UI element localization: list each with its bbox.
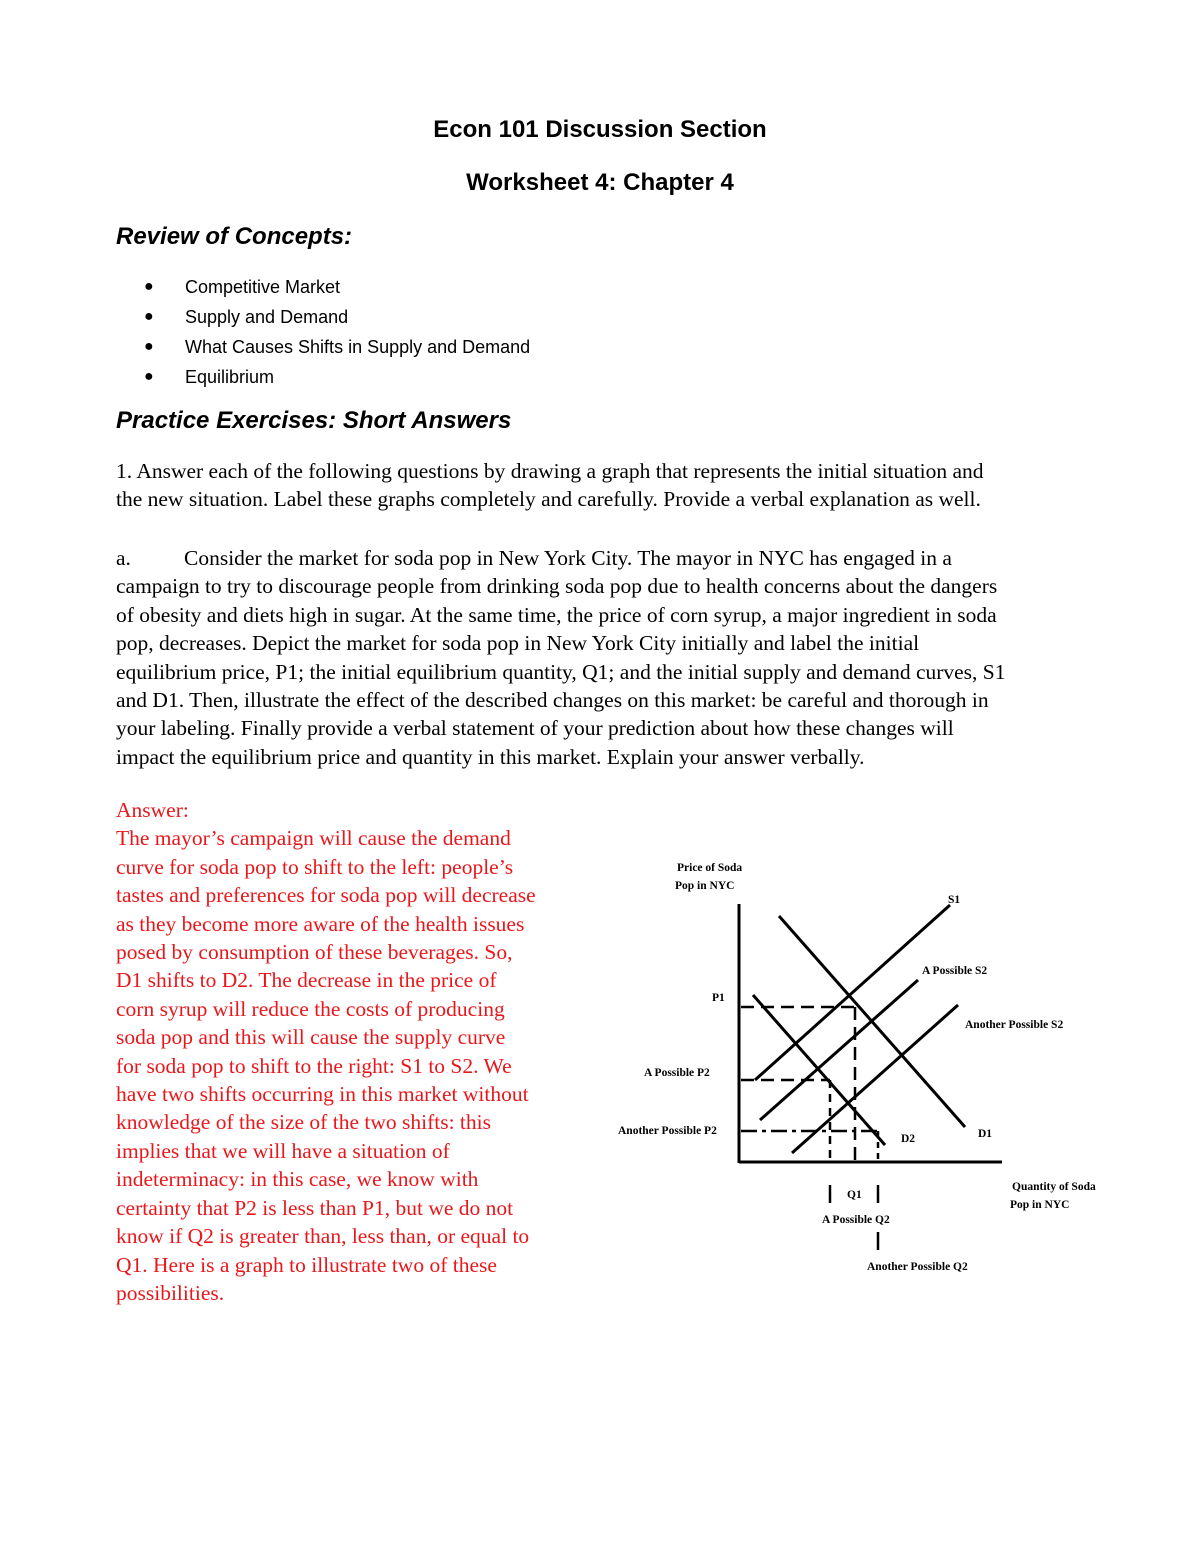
bullet-icon: ●	[144, 278, 154, 295]
q2a-label: A Possible Q2	[822, 1214, 890, 1226]
s1-curve	[755, 905, 950, 1080]
concept-list	[144, 272, 530, 392]
d1-label: D1	[978, 1128, 993, 1140]
answer-line: implies that we will have a situation of	[116, 1138, 450, 1163]
answer-line: D1 shifts to D2. The decrease in the price of	[116, 968, 497, 993]
text-line: your labeling. Finally provide a verbal statement of your prediction about how these changes will	[116, 716, 954, 741]
text-line: equilibrium price, P1; the initial equilibrium quantity, Q1; and the initial supply and demand curves, S1	[116, 659, 1006, 684]
y-axis-label: Price of Soda	[677, 862, 743, 874]
d1-curve	[779, 916, 965, 1127]
text-line: the new situation. Label these graphs completely and carefully. Provide a verbal explanation as well.	[116, 487, 981, 512]
answer-line: The mayor’s campaign will cause the demand	[116, 826, 511, 851]
answer-line: Q1. Here is a graph to illustrate two of these	[116, 1252, 497, 1277]
s2a-curve	[760, 980, 918, 1120]
concept-item: ● Equilibrium	[144, 362, 530, 392]
question-1a	[116, 544, 1096, 771]
answer-line: tastes and preferences for soda pop will decrease	[116, 883, 536, 908]
supply-demand-graph	[600, 850, 1120, 1290]
answer-heading: Answer:	[116, 798, 189, 822]
answer-line: as they become more aware of the health issues	[116, 911, 525, 936]
review-heading: Review of Concepts:	[116, 223, 353, 250]
x-axis-label: Quantity of Soda	[1012, 1181, 1096, 1193]
answer-line: indeterminacy: in this case, we know with	[116, 1167, 479, 1192]
concept-item: ● Supply and Demand	[144, 302, 530, 332]
text-line: campaign to try to discourage people from drinking soda pop due to health concerns about the dangers	[116, 574, 998, 599]
answer-line: posed by consumption of these beverages. So,	[116, 940, 513, 965]
bullet-icon: ●	[144, 308, 154, 325]
question-label: a.	[116, 546, 131, 570]
answer-line: corn syrup will reduce the costs of producing	[116, 996, 505, 1021]
p2a-label: A Possible P2	[644, 1067, 710, 1079]
q1-label: Q1	[847, 1189, 862, 1201]
answer-line: know if Q2 is greater than, less than, or equal to	[116, 1224, 530, 1249]
answer-line: soda pop and this will cause the supply curve	[116, 1025, 506, 1050]
p1-label: P1	[712, 992, 725, 1004]
d2-curve	[753, 995, 885, 1145]
text-line: impact the equilibrium price and quantity in this market. Explain your answer verbally.	[116, 744, 865, 769]
answer-line: have two shifts occurring in this market without	[116, 1082, 529, 1107]
answer-block	[116, 796, 586, 1307]
answer-line: certainty that P2 is less than P1, but we do not	[116, 1195, 514, 1220]
concept-item: ● Competitive Market	[144, 272, 530, 302]
x-axis-label: Pop in NYC	[1010, 1199, 1070, 1211]
y-axis-label: Pop in NYC	[675, 880, 735, 892]
bullet-icon: ●	[144, 368, 154, 385]
answer-line: curve for soda pop to shift to the left: people’s	[116, 854, 514, 879]
answer-line: knowledge of the size of the two shifts: this	[116, 1110, 491, 1135]
p2b-label: Another Possible P2	[618, 1125, 717, 1137]
d2-label: D2	[901, 1133, 916, 1145]
q2b-label: Another Possible Q2	[867, 1261, 968, 1273]
concept-item: ● What Causes Shifts in Supply and Demand	[144, 332, 530, 362]
page-title: Econ 101 Discussion Section	[433, 116, 767, 143]
s2b-label: Another Possible S2	[965, 1019, 1064, 1031]
page-subtitle: Worksheet 4: Chapter 4	[466, 169, 734, 196]
s2a-label: A Possible S2	[922, 965, 988, 977]
bullet-icon: ●	[144, 338, 154, 355]
text-line: pop, decreases. Depict the market for soda pop in New York City initially and label the initial	[116, 631, 920, 656]
text-line: a. Consider the market for soda pop in New York City. The mayor in NYC has engaged in a	[116, 544, 1096, 572]
text-line: and D1. Then, illustrate the effect of the described changes on this market: be careful and thorough in	[116, 688, 989, 713]
answer-line: possibilities.	[116, 1280, 225, 1305]
text-line: of obesity and diets high in sugar. At the same time, the price of corn syrup, a major ingredient in soda	[116, 602, 997, 627]
practice-heading: Practice Exercises: Short Answers	[116, 407, 512, 434]
question-1	[116, 457, 1096, 514]
text-line: 1. Answer each of the following questions by drawing a graph that represents the initial situation and	[116, 459, 984, 483]
s1-label: S1	[948, 894, 961, 906]
answer-line: for soda pop to shift to the right: S1 to S2. We	[116, 1053, 512, 1078]
